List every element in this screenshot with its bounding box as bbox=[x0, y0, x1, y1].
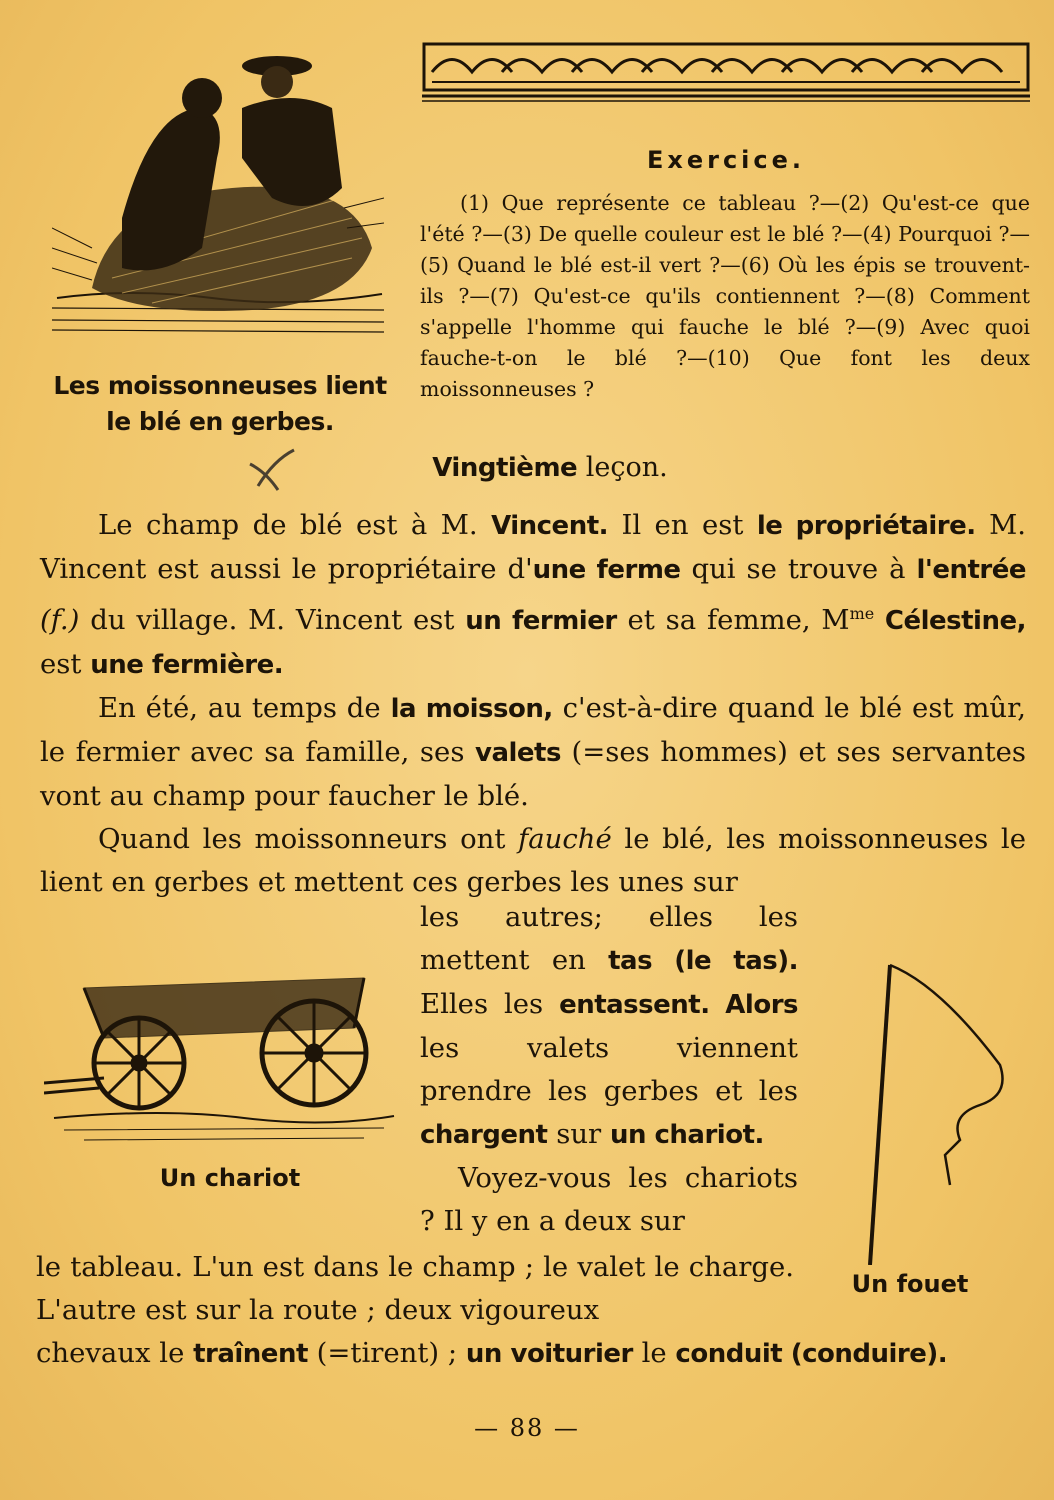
chariot-illustration bbox=[44, 968, 400, 1146]
paragraph-2: En été, au temps de la moisson, c'est-à-dire quand le blé est mûr, le fermier avec sa famille, ses valets (=ses hommes) et ses servantes vont au champ pour faucher le blé. bbox=[40, 692, 1027, 813]
ornamental-border bbox=[422, 42, 1030, 104]
paragraph-4-last-line: chevaux le traînent (=tirent) ; un voiturier le conduit (conduire). bbox=[36, 1337, 948, 1369]
exercise-questions: (1) Que représente ce tableau ?—(2) Qu'est-ce que l'été ?—(3) De quelle couleur est le blé ?—(4) Pourquoi ?—(5) Quand le blé est-il vert ?—(6) Où les épis se trouvent-ils ?—(7) Qu'est-ce qu'ils contiennent ?—(8) Comment s'appelle l'homme qui fauche le blé ?—(9) Avec quoi fauche-t-on le blé ?—(10) Que font les deux moissonneuses ? bbox=[420, 191, 1030, 401]
paragraph-3: Quand les moissonneurs ont fauché le blé, les moissonneuses le lient en gerbes et mettent ces gerbes les unes sur bbox=[40, 823, 1027, 899]
reapers-illustration bbox=[52, 48, 384, 338]
chariot-caption: Un chariot bbox=[159, 1164, 301, 1192]
whip-caption: Un fouet bbox=[851, 1270, 969, 1298]
whip-illustration bbox=[850, 955, 1020, 1265]
paragraph-3-continued: les autres; elles les mettent en tas (le tas). Elles les entassent. Alors les valets viennent prendre les gerbes et les chargent sur un chariot. Voyez-vous les chariots ? Il y en a deux sur bbox=[420, 896, 798, 1243]
paragraph-4: Voyez-vous les chariots ? Il y en a deux sur bbox=[420, 1162, 798, 1237]
lesson-text bbox=[40, 504, 1026, 904]
pencil-mark-icon bbox=[244, 446, 300, 496]
page-number: — 88 — bbox=[474, 1414, 580, 1442]
reapers-caption: Les moissonneuses lient le blé en gerbes. bbox=[53, 371, 387, 436]
paragraph-1: Le champ de blé est à M. Vincent. Il en est le propriétaire. M. Vincent est aussi le propriétaire d'une ferme qui se trouve à l'entrée (f.) du village. M. Vincent est un fermier et sa femme, $M^{me}$ Célestine, est une fermière. bbox=[40, 509, 1026, 681]
paragraph-4-continued: le tableau. L'un est dans le champ ; le valet le charge. L'autre est sur la route ; deux vigoureux bbox=[36, 1251, 794, 1326]
lesson-title: Vingtième leçon. bbox=[432, 452, 668, 483]
exercise-title: Exercice. bbox=[646, 146, 806, 174]
